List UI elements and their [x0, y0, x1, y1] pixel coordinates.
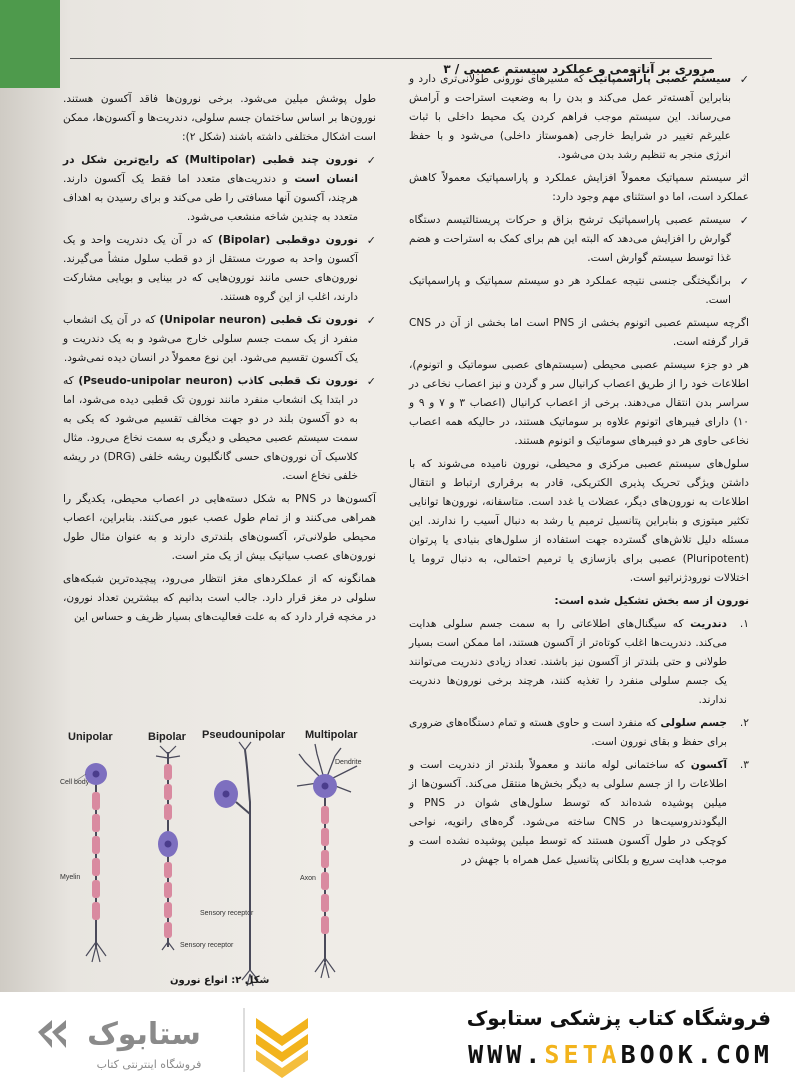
term-lead: سیستم عصبی پاراسمپاتیک: [588, 73, 731, 85]
term-lead: نورون تک قطبی (Unipolar neuron): [159, 314, 358, 326]
setabook-logo: [24, 998, 314, 1078]
pseudounipolar-neuron: [214, 742, 258, 986]
body-text: اگرچه سیستم عصبی اتونوم بخشی از PNS است اما بخشی از آن در CNS قرار گرفته است.: [409, 317, 749, 348]
header-rule: [70, 58, 712, 59]
url-highlight: SETA: [544, 1040, 621, 1069]
body-text: که در آن یک دندریت واحد و یک آکسون واحد به صورت مستقل از دو قطب سلول منشأ می‌گیرند. نورون‌های حسی مانند نورون‌هایی که در بینایی و بویایی مشارکت دارند، اغلب از این گروه هستند.: [63, 234, 358, 303]
body-text: نورون از سه بخش تشکیل شده است:: [554, 595, 749, 607]
numbered-item: [409, 615, 749, 710]
chapter-tab: [0, 0, 60, 88]
store-url[interactable]: [468, 1040, 773, 1069]
body-text: طول پوشش میلین می‌شود. برخی نورون‌ها فاقد آکسون هستند. نورون‌ها بر اساس ساختمان جسم سلولی، دندریت‌ها و آکسون‌ها، ممکن است اشکال مختلفی داشته باشند (شکل ۲):: [63, 93, 376, 143]
label-myelin: Myelin: [60, 874, 81, 881]
checklist-item: [409, 70, 749, 165]
section-heading: [409, 592, 749, 611]
left-column: [63, 90, 376, 631]
body-text: که ساختمانی لوله مانند و معمولاً بلندتر از دندریت است و اطلاعات را از جسم سلولی به دیگر بخش‌ها منتقل می‌کند. آکسون‌ها از میلین پوشیده شده‌اند که توسط سلول‌های شوان در PNS و الیگودندروسیت‌ها در CNS ساخته می‌شود. گره‌های رانویه، نواحی کوچکی در طول آکسون هستند که توسط میلین پوشیده نشده است و موجب هدایت سریع و بلکانی پتانسیل عمل همراه با جهش در: [409, 759, 727, 866]
term-lead: آکسون: [690, 759, 727, 771]
logo-text: ستابوک: [87, 1017, 201, 1052]
body-text: آکسون‌ها در PNS به شکل دسته‌هایی در اعصاب محیطی، یکدیگر را همراهی می‌کنند و از تمام طول عصب عبور می‌کنند. بنابراین، اعصاب محیطی طولانی‌تر، آکسون‌های بلندتری دارند و به عنوان مثال طول نورون‌های عصب سیاتیک بیش از یک متر است.: [63, 493, 376, 562]
checklist-item: [63, 311, 376, 368]
body-text: برانگیختگی جنسی نتیجه عملکرد هر دو سیستم سمپاتیک و پاراسمپاتیک است.: [409, 275, 731, 306]
paragraph: [409, 169, 749, 207]
body-text: و دندریت‌های متعدد اما فقط یک آکسون دارند. هرچند، آکسون آنها مسافتی را طی می‌کند و برای رسیدن به اهداف متعدد به چندین شاخه منشعب می‌شود.: [63, 173, 358, 223]
label-multipolar: Multipolar: [305, 729, 358, 741]
body-text: سلول‌های سیستم عصبی مرکزی و محیطی، نورون نامیده می‌شوند که با داشتن ویژگی تحریک پذیری الکتریکی، قادر به برقراری ارتباط و انتقال اطلاعات به نورون‌های دیگر، عضلات یا غدد است. متاسفانه، نورون‌ها توانایی تکثیر میتوزی و بنابراین پتانسیل ترمیم یا رشد به دنبال آسیب را ندارند. این مسئله دلیل تلاش‌های گسترده جهت استفاده از سلول‌های بنیادی یا پرتوان (Pluripotent) عصبی برای بازسازی یا ترمیم احتمالی، به دنبال تروما یا اختلالات نورودژنراتیو است.: [409, 458, 749, 584]
body-text: که منفرد است و حاوی هسته و تمام دستگاه‌های ضروری برای حفظ و بقای نورون است.: [409, 717, 727, 748]
body-text: هر دو جزء سیستم عصبی محیطی (سیستم‌های عصبی سوماتیک و اتونوم)، اطلاعات خود را از طریق اعصاب کرانیال سر و گردن و نیز اعصاب نخاعی در سراسر بدن انتقال می‌دهند. برخی از اعصاب کرانیال (اعصاب ۳ و ۷ و ۹ و ۱۰) دارای فیبرهای اتونوم علاوه بر سوماتیک هستند، در حالیکه همه اعصاب نخاعی حاوی هر دو فیبرهای سوماتیک و اتونوم هستند.: [409, 359, 750, 447]
label-axon: Axon: [300, 875, 316, 882]
right-column: [409, 70, 749, 874]
label-sensory-receptor-2: Sensory receptor: [180, 942, 234, 949]
url-prefix: WWW.: [468, 1040, 545, 1069]
body-text: همانگونه که از عملکردهای مغز انتظار می‌رود، پیچیده‌ترین شبکه‌های سلولی در مغز قرار دارد. جالب است بدانیم که بیشترین تعداد نورون، در مخچه قرار دارد که به علت فعالیت‌های بسیار ظریف و حساس این: [63, 573, 376, 623]
multipolar-neuron: [297, 744, 357, 978]
checklist-item: [63, 372, 376, 486]
store-name: فروشگاه کتاب پزشکی ستابوک: [466, 1006, 771, 1030]
checklist-item: [63, 231, 376, 307]
paragraph: [409, 455, 749, 588]
label-bipolar: Bipolar: [148, 731, 186, 743]
term-lead: جسم سلولی: [660, 717, 727, 729]
body-text: که در ابتدا یک انشعاب منفرد مانند نورون تک قطبی دیده می‌شود، اما به دو آکسون بلند در دو جهت مخالف تقسیم می‌شود که یکی به سمت سیستم عصبی محیطی و دیگری به سمت نخاع می‌رود. مثال کلاسیک آن نورون‌های حسی گانگلیون ریشه خلفی (DRG) در ریشه خلفی نخاع است.: [63, 375, 358, 482]
label-unipolar: Unipolar: [68, 731, 113, 743]
term-lead: نورون دوقطبی (Bipolar): [217, 234, 358, 246]
store-banner: [0, 992, 795, 1080]
label-cell-body: Cell body: [60, 779, 90, 786]
url-suffix: BOOK.COM: [620, 1040, 773, 1069]
body-text: که مسیرهای نورونی طولانی‌تری دارد و بنابراین آهسته‌تر عمل می‌کند و بدن را به وضعیت استراحت و آرامش می‌رساند. این سیستم موجب فراهم کردن یک محیط داخلی با ثبات علیرغم تغییر در شرایط خارجی (هموستاز داخلی) می‌شود و با حفظ انرژی منجر به تنظیم رشد بدن می‌شود.: [409, 73, 731, 161]
label-dendrite: Dendrite: [335, 759, 362, 766]
bipolar-neuron: [156, 746, 180, 950]
checklist-item: [409, 272, 749, 310]
unipolar-neuron: [74, 763, 107, 962]
checklist-item: [63, 151, 376, 227]
neuron-types-figure: [60, 722, 378, 992]
paragraph: [63, 90, 376, 147]
double-chevron-icon: [38, 1020, 66, 1048]
term-lead: نورون چند قطبی (Multipolar) که رایج‌ترین شکل در انسان است: [63, 154, 358, 185]
item-number: ۲.: [739, 717, 749, 729]
page-header: مروری بر آناتومی و عملکرد سیستم عصبی / ۳: [443, 62, 715, 76]
numbered-item: [409, 756, 749, 870]
numbered-item: [409, 714, 749, 752]
label-pseudounipolar: Pseudounipolar: [202, 729, 286, 741]
paragraph: [63, 490, 376, 566]
checklist-item: [409, 211, 749, 268]
body-text: اثر سیستم سمپاتیک معمولاً افزایش عملکرد و پاراسمپاتیک معمولاً کاهش عملکرد است، اما دو استثنای مهم وجود دارد:: [409, 172, 749, 203]
paragraph: [409, 314, 749, 352]
item-number: ۱.: [739, 618, 749, 630]
item-number: ۳.: [739, 759, 749, 771]
body-text: سیستم عصبی پاراسمپاتیک ترشح بزاق و حرکات پریستالتیسم دستگاه گوارش را افزایش می‌دهد که البته این هم برای کمک به استراحت و هضم غذا توسط سیستم گوارش است.: [409, 214, 731, 264]
logo-subtext: فروشگاه اینترنتی کتاب: [96, 1058, 202, 1071]
term-lead: نورون تک قطبی کاذب (Pseudo-unipolar neuron): [78, 375, 358, 387]
body-text: که در آن یک انشعاب منفرد از یک سمت جسم سلولی خارج می‌شود و به یک دندریت و یک آکسون تقسیم می‌شود. این نوع معمولاً در انسان دیده نمی‌شود.: [63, 314, 358, 364]
chevron-logo-icon: [256, 1018, 308, 1078]
label-sensory-receptor-1: Sensory receptor: [200, 910, 254, 917]
body-text: که سیگنال‌های اطلاعاتی را به سمت جسم سلولی هدایت می‌کند. دندریت‌ها اغلب کوتاه‌تر از آکسون هستند، اما ممکن است بسیار طولانی و حتی بلندتر از آکسون نیز باشند. تعداد زیادی دندریت می‌توانند یک جسم سلولی منفرد را تغذیه کنند، هرچند برخی نورون‌ها دندریت ندارند.: [409, 618, 727, 706]
paragraph: [63, 570, 376, 627]
paragraph: [409, 356, 749, 451]
figure-caption: شکل ۲: انواع نورون: [170, 975, 270, 986]
term-lead: دندریت: [690, 618, 727, 630]
